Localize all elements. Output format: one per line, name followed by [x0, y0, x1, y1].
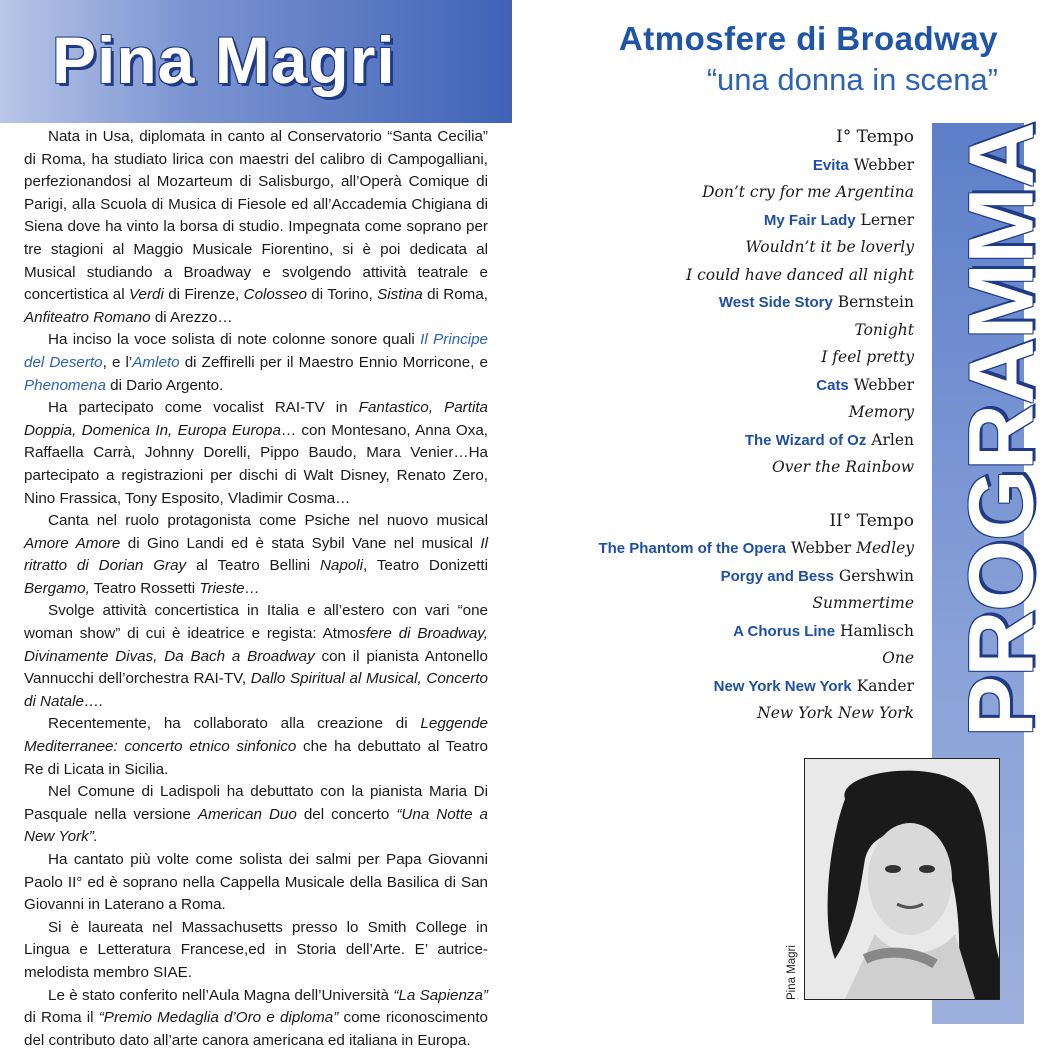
bio-text-run: , e l’ — [102, 353, 133, 371]
bio-text-run: Dallo Spiritual al Musical, Concerto di Natale…. — [24, 670, 488, 710]
bio-text-run: Il Principe del Deserto — [24, 331, 489, 371]
program-item — [540, 372, 914, 400]
artist-name: Pina Magri — [52, 23, 396, 97]
bio-paragraph — [24, 329, 488, 397]
song-title: Summertime — [812, 594, 914, 612]
biography — [24, 126, 488, 1052]
bio-paragraph — [24, 985, 488, 1052]
bio-paragraph — [24, 600, 488, 713]
song-title: One — [882, 649, 914, 667]
bio-text-run: Leggende Mediterranee: concerto etnico sinfonico — [24, 715, 488, 756]
bio-text-run: di Firenze, — [163, 286, 244, 304]
song-title: Memory — [848, 403, 914, 421]
program-item — [540, 535, 914, 563]
musical-title: The Wizard of Oz — [744, 431, 867, 449]
bio-paragraph — [24, 397, 488, 510]
program-part-heading: II° Tempo — [829, 510, 914, 531]
portrait-photo — [804, 758, 1000, 1000]
bio-text-run: Trieste… — [199, 579, 260, 597]
bio-text-run: Phenomena — [24, 376, 106, 394]
bio-text-run: di Torino, — [306, 286, 378, 304]
bio-text-run: “Premio Medaglia d’Oro e diploma” — [98, 1009, 339, 1027]
composer-name: Webber — [853, 375, 914, 394]
bio-paragraph — [24, 126, 488, 329]
bio-text-run: Ha inciso la voce solista di note colonne sonore quali — [48, 331, 421, 349]
bio-text-run: Bergamo, — [24, 579, 90, 597]
musical-title: A Chorus Line — [733, 622, 836, 640]
song-title: Over the Rainbow — [771, 458, 914, 476]
bio-paragraph — [24, 917, 488, 985]
musical-title: My Fair Lady — [763, 211, 856, 229]
program-item — [540, 563, 914, 591]
bio-text-run: di Gino Landi ed è stata Sybil Vane nel musical — [120, 534, 481, 552]
song-title: Don’t cry for me Argentina — [702, 183, 914, 201]
photo-caption: Pina Magri — [786, 945, 798, 1000]
bio-text-run: Fantastico, Partita Doppia, Domenica In, Europa Europa — [24, 399, 488, 439]
bio-text-run: Ha partecipato come vocalist RAI-TV in — [48, 399, 359, 417]
bio-paragraph — [24, 781, 488, 849]
composer-name: Hamlisch — [840, 621, 914, 640]
musical-title: Cats — [816, 376, 849, 394]
bio-text-run: di Roma, — [422, 286, 488, 304]
bio-paragraph — [24, 849, 488, 917]
composer-name: Webber — [853, 155, 914, 174]
bio-text-run: Verdi — [128, 286, 164, 304]
bio-text-run: di Dario Argento. — [105, 376, 224, 394]
bio-text-run: Amore Amore — [24, 534, 121, 552]
bio-text-run: del concerto — [296, 805, 397, 823]
bio-text-run: American Duo — [197, 805, 297, 823]
bio-text-run: Sistina — [377, 286, 423, 304]
bio-text-run: Svolge attività concertistica in Italia e all’estero con vari “one woman show” di cui è ideatrice e regista: Atmo — [24, 602, 488, 643]
program-part-heading: I° Tempo — [836, 127, 914, 147]
program-item — [540, 289, 914, 317]
program-item — [540, 673, 914, 701]
bio-text-run: che ha debuttato al Teatro Re di Licata in Sicilia. — [24, 738, 488, 778]
composer-name: Gershwin — [838, 566, 914, 585]
bio-text-run: di Roma il — [24, 1009, 99, 1027]
show-subtitle: “una donna in scena” — [706, 62, 998, 97]
bio-text-run: come riconoscimento del contributo dato all’arte canora americana ed italiana in Europa. — [24, 1009, 488, 1049]
bio-text-run: Nata in Usa, diplomata in canto al Conservatorio “Santa Cecilia” di Roma, ha studiato lirica con maestri del calibro di Campogalliani, perfezionandosi al Mozarteum di Salisburgo, all’Operà Comique di Parigi, alla Scuola di Musica di Fiesole ed all’Accademia Chigiana di Siena dove ha vinto la borsa di studio. Impegnata come soprano per tre stagioni al Maggio Musicale Fiorentino, si è poi dedicata al Musical studiando a Broadway e svolgendo attività teatrale e concertistica al — [24, 128, 488, 304]
bio-text-run: Recentemente, ha collaborato alla creazione di — [48, 715, 421, 733]
bio-text-run: con il pianista Antonello Vannucchi dell’orchestra RAI-TV, — [24, 647, 488, 688]
program-item — [540, 207, 914, 235]
spacer — [540, 482, 914, 508]
musical-title: New York New York — [713, 677, 852, 695]
bio-paragraph — [24, 510, 488, 600]
program-item — [540, 427, 914, 455]
composer-name: Kander — [856, 676, 914, 695]
bio-text-run: al Teatro Bellini — [186, 557, 320, 575]
song-title: I feel pretty — [821, 348, 914, 366]
musical-title: Porgy and Bess — [720, 567, 834, 585]
bio-text-run: Canta nel ruolo protagonista come Psiche nel nuovo musical — [48, 512, 488, 530]
portrait-illustration — [805, 759, 999, 999]
musical-title: The Phantom of the Opera — [598, 540, 786, 557]
bio-text-run: Ha cantato più volte come solista dei salmi per Papa Giovanni Paolo II° ed è soprano nella Cappella Musicale della Basilica di San Giovanni in Laterano a Roma. — [24, 851, 488, 914]
bio-text-run: di Zeffirelli per il Maestro Ennio Morricone, e — [179, 353, 488, 371]
bio-paragraph — [24, 713, 488, 781]
bio-text-run: “La Sapienza” — [393, 986, 488, 1004]
composer-name: Webber — [790, 539, 852, 557]
bio-text-run: Anfiteatro Romano — [24, 308, 151, 326]
show-title: Atmosfere di Broadway — [618, 20, 998, 57]
bio-text-run: … con Montesano, Anna Oxa, Raffaella Carrà, Johnny Dorelli, Pippo Baudo, Mara Venier…Ha partecipato a registrazioni per dischi di Walt Disney, Renato Zero, Nino Frassica, Tony Esposito, Vladimir Cosma… — [24, 421, 488, 507]
bio-text-run: , Teatro Donizetti — [363, 557, 489, 575]
bio-text-run: Si è laureata nel Massachusetts presso lo Smith College in Lingua e Letteratura Francese,ed in Storia dell’Arte. E’ autrice-melodista membro SIAE. — [24, 918, 488, 981]
bio-text-run: Nel Comune di Ladispoli ha debuttato con la pianista Maria Di Pasquale nella versione — [24, 783, 488, 823]
bio-text-run: Napoli — [319, 557, 364, 575]
bio-text-run: Amleto — [132, 353, 180, 371]
composer-name: Lerner — [860, 210, 914, 229]
program-list — [540, 124, 914, 728]
program-item — [540, 618, 914, 646]
musical-title: West Side Story — [718, 294, 833, 311]
musical-title: Evita — [812, 156, 849, 174]
program-item — [540, 152, 914, 180]
song-title: I could have danced all night — [686, 265, 914, 284]
composer-name: Arlen — [871, 430, 914, 449]
bio-text-run: Teatro Rossetti — [89, 579, 200, 597]
song-title: Tonight — [854, 320, 914, 339]
bio-text-run: Colosseo — [243, 286, 307, 304]
bio-text-run: “Una Notte a New York”. — [24, 805, 489, 846]
song-title: New York New York — [757, 704, 914, 722]
song-title: Wouldn’t it be loverly — [745, 238, 914, 256]
composer-name: Bernstein — [837, 293, 914, 311]
bio-text-run: Il ritratto di Dorian Gray — [24, 534, 488, 575]
bio-text-run: sfere di Broadway, Divinamente Divas, Da Bach a Broadway — [24, 625, 488, 665]
bio-text-run: di Arezzo… — [150, 308, 233, 326]
program-note: Medley — [856, 539, 914, 557]
programma-label: PROGRAMMA — [950, 122, 1053, 738]
bio-text-run: Le è stato conferito nell’Aula Magna dell’Università — [48, 986, 394, 1004]
